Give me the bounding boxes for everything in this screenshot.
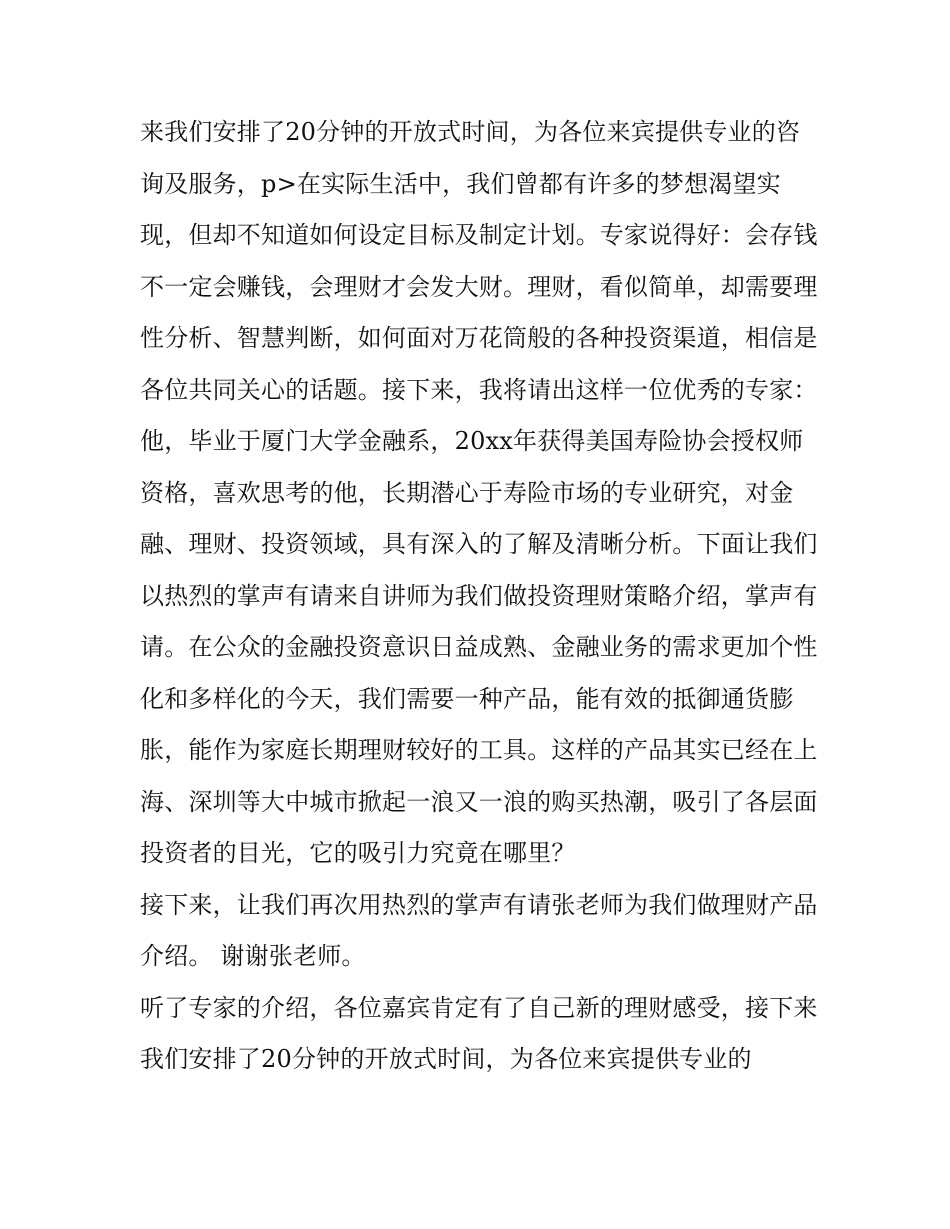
paragraph-4: 听了专家的介绍，各位嘉宾肯定有了自己新的理财感受，接下来我们安排了20分钟的开放式时间，为各位来宾提供专业的 xyxy=(140,993,818,1073)
paragraph-1: 来我们安排了20分钟的开放式时间，为各位来宾提供专业的咨询及服务，p>在实际生活中，我们曾都有许多的梦想渴望实现，但却不知道如何设定目标及制定计划。专家说得好：会存钱不一定会赚钱，会理财才会发大财。理财，看似简单，却需要理性分析、智慧判断，如何面对万花筒般的各种投资渠道，相信是各位共同关心的话题。接下来，我将请出这样一位优秀的专家： xyxy=(140,118,818,404)
paragraph-3: 接下来，让我们再次用热烈的掌声有请张老师为我们做理财产品介绍。 谢谢张老师。 xyxy=(140,890,818,970)
paragraph-2: 他，毕业于厦门大学金融系，20xx年获得美国寿险协会授权师资格，喜欢思考的他，长期潜心于寿险市场的专业研究，对金融、理财、投资领域，具有深入的了解及清晰分析。下面让我们以热烈的掌声有请来自讲师为我们做投资理财策略介绍，掌声有请。在公众的金融投资意识日益成熟、金融业务的需求更加个性化和多样化的今天，我们需要一种产品，能有效的抵御通货膨胀，能作为家庭长期理财较好的工具。这样的产品其实已经在上海、深圳等大中城市掀起一浪又一浪的购买热潮，吸引了各层面投资者的目光，它的吸引力究竟在哪里？ xyxy=(140,427,818,867)
document-body xyxy=(140,107,820,1086)
